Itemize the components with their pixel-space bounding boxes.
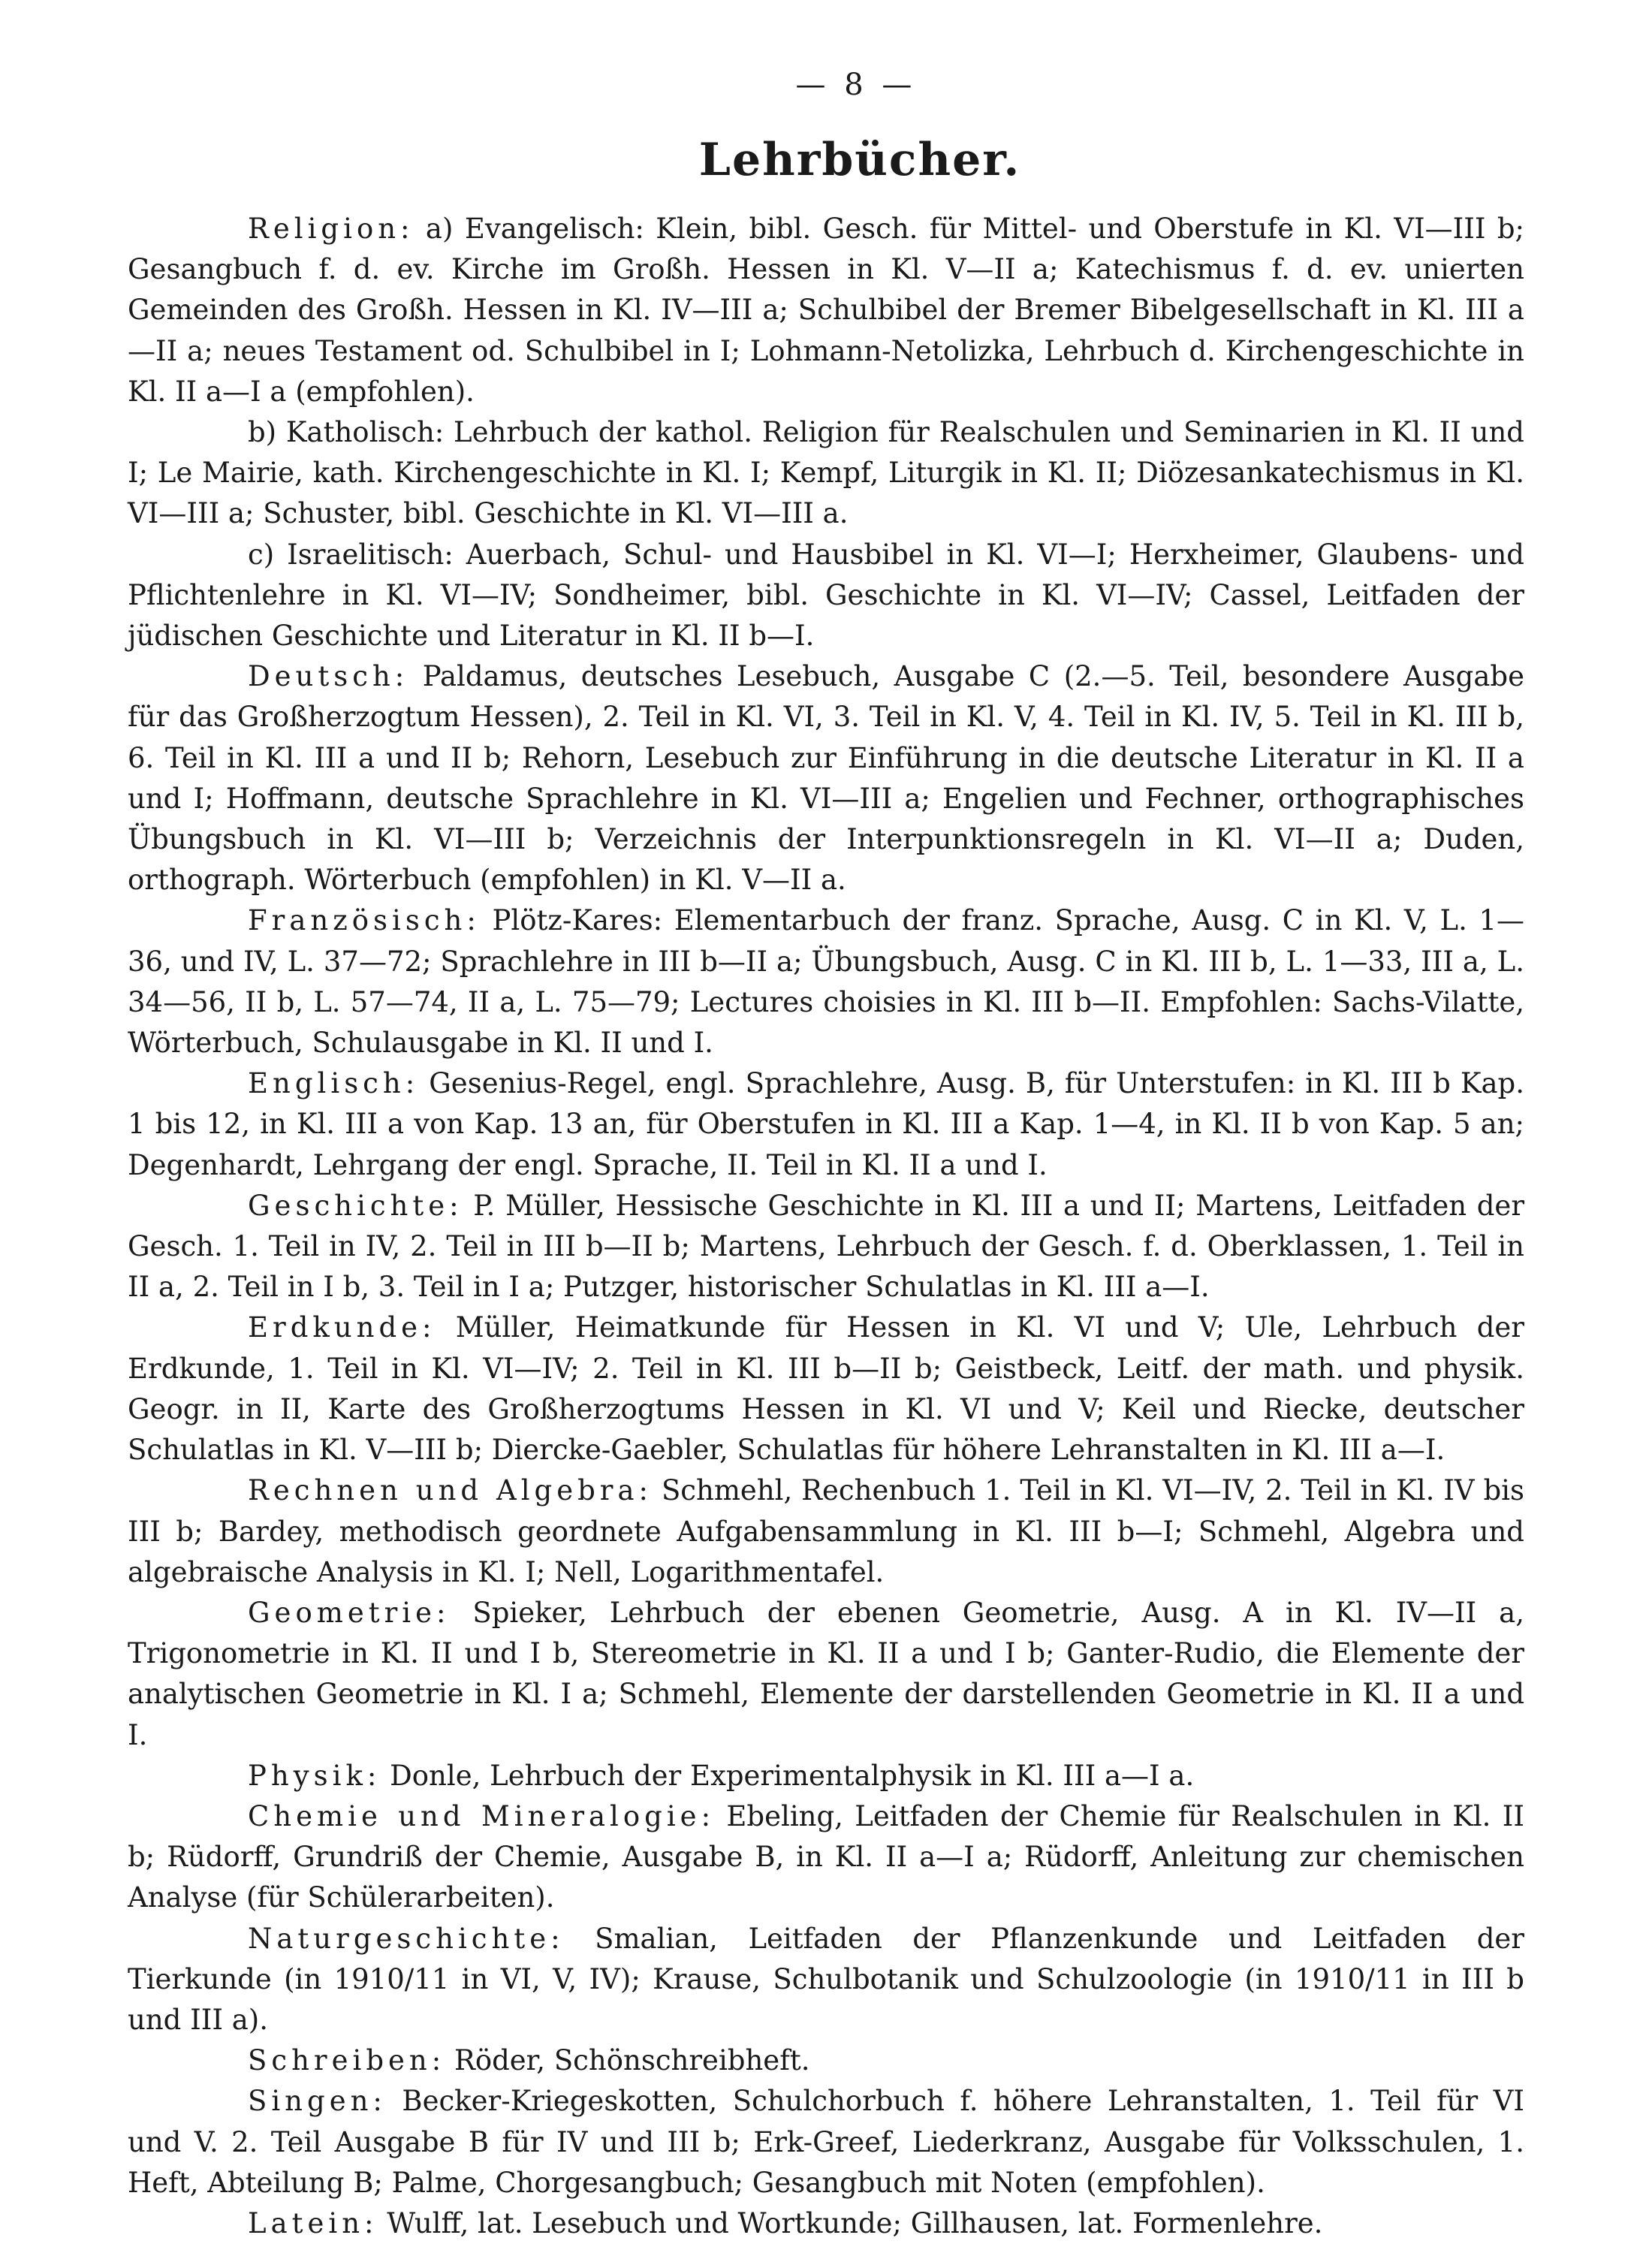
section-text: Becker-Kriegeskotten, Schulchorbuch f. höhere Lehranstalten, 1. Teil für VI und V. 2. Teil Ausgabe B für IV und III b; Erk-Greef, Liederkranz, Ausgabe für Volksschulen, 1. Heft, Abteilung B; Palme, Chorgesangbuch; Gesangbuch mit Noten (empfohlen). (128, 2085, 1524, 2199)
subject-heading: Französisch: (248, 904, 481, 937)
subject-heading: Geschichte: (248, 1189, 463, 1222)
subject-heading: Erdkunde: (248, 1311, 436, 1344)
section-englisch (128, 1063, 1524, 1186)
subject-heading: Naturgeschichte: (248, 1922, 565, 1955)
section-naturgeschichte (128, 1919, 1524, 2041)
subject-heading: Englisch: (248, 1067, 420, 1100)
section-rechnen-algebra (128, 1470, 1524, 1593)
subject-heading: Singen: (248, 2085, 387, 2118)
section-text: a) Evangelisch: Klein, bibl. Gesch. für Mittel- und Oberstufe in Kl. VI—III b; Gesangbuch f. d. ev. Kirche im Großh. Hessen in Kl. V—II a; Katechismus f. d. ev. unierten Gemeinden des Großh. Hessen in Kl. IV—III a; Schulbibel der Bremer Bibelgesellschaft in Kl. III a—II a; neues Testament od. Schulbibel in I; Lohmann-Netolizka, Lehrbuch d. Kirchengeschichte in Kl. II a—I a (empfohlen). (128, 213, 1524, 408)
section-religion (128, 209, 1524, 412)
section-text: Paldamus, deutsches Lesebuch, Ausgabe C (2.—5. Teil, besondere Ausgabe für das Großherzogtum Hessen), 2. Teil in Kl. VI, 3. Teil in Kl. V, 4. Teil in Kl. IV, 5. Teil in Kl. III b, 6. Teil in Kl. III a und II b; Rehorn, Lesebuch zur Einführung in die deutsche Literatur in Kl. II a und I; Hoffmann, deutsche Sprachlehre in Kl. VI—III a; Engelien und Fechner, orthographisches Übungsbuch in Kl. VI—III b; Verzeichnis der Interpunktionsregeln in Kl. VI—II a; Duden, orthograph. Wörterbuch (empfohlen) in Kl. V—II a. (128, 660, 1524, 897)
subject-heading: Geometrie: (248, 1596, 451, 1629)
section-erdkunde (128, 1307, 1524, 1470)
subject-heading: Rechnen und Algebra: (248, 1474, 653, 1507)
page-title: Lehrbücher. (698, 134, 1021, 186)
section-text: c) Israelitisch: Auerbach, Schul- und Hausbibel in Kl. VI—I; Herxheimer, Glaubens- und Pflichtenlehre in Kl. VI—IV; Sondheimer, bibl. Geschichte in Kl. VI—IV; Cassel, Leitfaden der jüdischen Geschichte und Literatur in Kl. II b—I. (128, 538, 1524, 653)
section-singen (128, 2081, 1524, 2203)
section-text: Donle, Lehrbuch der Experimentalphysik in Kl. III a—I a. (390, 1759, 1195, 1792)
subject-heading: Religion: (248, 213, 415, 245)
section-franzoesisch (128, 900, 1524, 1063)
section-text: Ebeling, Leitfaden der Chemie für Realschulen in Kl. II b; Rüdorff, Grundriß der Chemie, Ausgabe B, in Kl. II a—I a; Rüdorff, Anleitung zur chemischen Analyse (für Schülerarbeiten). (128, 1799, 1525, 1914)
section-text: P. Müller, Hessische Geschichte in Kl. III a und II; Martens, Leitfaden der Gesch. 1. Teil in IV, 2. Teil in III b—II b; Martens, Lehrbuch der Gesch. f. d. Oberklassen, 1. Teil in II a, 2. Teil in I b, 3. Teil in I a; Putzger, historischer Schulatlas in Kl. III a—I. (128, 1189, 1525, 1304)
section-text: Spieker, Lehrbuch der ebenen Geometrie, Ausg. A in Kl. IV—II a, Trigonometrie in Kl. II und I b, Stereometrie in Kl. II a und I b; Ganter-Rudio, die Elemente der analytischen Geometrie in Kl. I a; Schmehl, Elemente der darstellenden Geometrie in Kl. II a und I. (128, 1596, 1524, 1751)
section-religion-catholic (128, 412, 1524, 535)
section-physik (128, 1756, 1524, 1796)
subject-heading: Chemie und Mineralogie: (248, 1799, 716, 1832)
section-geschichte (128, 1186, 1524, 1308)
subject-heading: Schreiben: (248, 2044, 446, 2077)
subject-heading: Deutsch: (248, 660, 409, 693)
section-text: Plötz-Kares: Elementarbuch der franz. Sprache, Ausg. C in Kl. V, L. 1—36, und IV, L. 37—72; Sprachlehre in III b—II a; Übungsbuch, Ausg. C in Kl. III b, L. 1—33, III a, L. 34—56, II b, L. 57—74, II a, L. 75—79; Lectures choisies in Kl. III b—II. Empfohlen: Sachs-Vilatte, Wörterbuch, Schulausgabe in Kl. II und I. (128, 904, 1524, 1060)
document-page (128, 68, 1524, 2244)
section-latein (128, 2203, 1524, 2244)
section-geometrie (128, 1593, 1524, 1756)
section-text: Müller, Heimatkunde für Hessen in Kl. VI und V; Ule, Lehrbuch der Erdkunde, 1. Teil in Kl. VI—IV; 2. Teil in Kl. III b—II b; Geistbeck, Leitf. der math. und physik. Geogr. in II, Karte des Großherzogtums Hessen in Kl. VI und V; Keil und Riecke, deutscher Schulatlas in Kl. V—III b; Diercke-Gaebler, Schulatlas für höhere Lehranstalten in Kl. III a—I. (128, 1311, 1524, 1467)
section-text: b) Katholisch: Lehrbuch der kathol. Religion für Realschulen und Seminarien in Kl. II und I; Le Mairie, kath. Kirchengeschichte in Kl. I; Kempf, Liturgik in Kl. II; Diözesankatechismus in Kl. VI—III a; Schuster, bibl. Geschichte in Kl. VI—III a. (128, 416, 1524, 530)
section-text: Wulff, lat. Lesebuch und Wortkunde; Gillhausen, lat. Formenlehre. (387, 2206, 1323, 2239)
section-deutsch (128, 656, 1524, 900)
subject-heading: Latein: (248, 2206, 378, 2239)
subject-heading: Physik: (248, 1759, 381, 1792)
section-chemie-mineralogie (128, 1796, 1524, 1919)
section-text: Gesenius-Regel, engl. Sprachlehre, Ausg. B, für Unterstufen: in Kl. III b Kap. 1 bis 12, in Kl. III a von Kap. 13 an, für Oberstufen in Kl. III a Kap. 1—4, in Kl. II b von Kap. 5 an; Degenhardt, Lehrgang der engl. Sprache, II. Teil in Kl. II a und I. (128, 1067, 1524, 1181)
section-text: Smalian, Leitfaden der Pflanzenkunde und Leitfaden der Tierkunde (in 1910/11 in VI, V, IV); Krause, Schulbotanik und Schulzoologie (in 1910/11 in III b und III a). (128, 1922, 1524, 2036)
section-text: Schmehl, Rechenbuch 1. Teil in Kl. VI—IV, 2. Teil in Kl. IV bis III b; Bardey, methodisch geordnete Aufgabensammlung in Kl. III b—I; Schmehl, Algebra und algebraische Analysis in Kl. I; Nell, Logarithmentafel. (128, 1474, 1525, 1588)
section-text: Röder, Schönschreibheft. (454, 2044, 810, 2077)
page-number: — 8 — (795, 68, 917, 102)
section-schreiben (128, 2040, 1524, 2081)
section-religion-israelite (128, 535, 1524, 657)
